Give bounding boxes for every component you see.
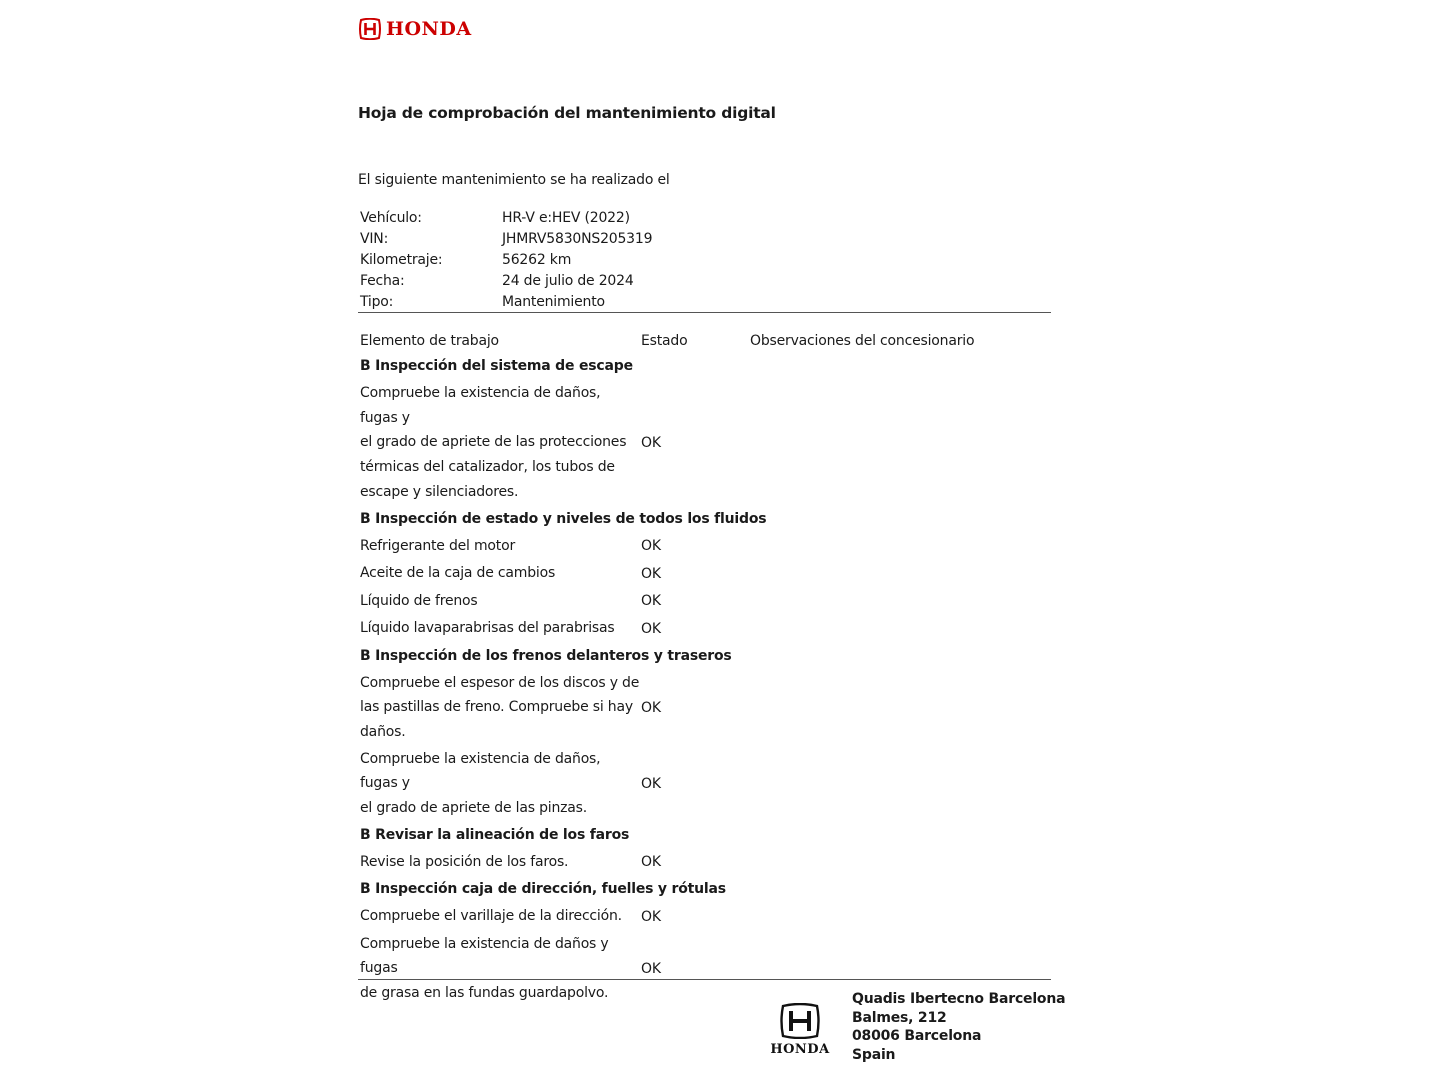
status-value: OK	[641, 434, 661, 451]
work-item-line: Compruebe la existencia de daños, fugas y	[360, 385, 601, 426]
header-dealer-notes: Observaciones del concesionario	[750, 333, 975, 349]
work-item-line: térmicas del catalizador, los tubos de	[360, 459, 615, 476]
status-value: OK	[641, 775, 661, 792]
work-item-line: Compruebe el espesor de los discos y de	[360, 674, 640, 691]
status-value: OK	[641, 960, 661, 977]
section-title: B Revisar la alineación de los faros	[360, 826, 630, 843]
work-item-line: Compruebe el varillaje de la dirección.	[360, 908, 622, 925]
section-title: B Inspección de los frenos delanteros y traseros	[360, 647, 732, 664]
header-status: Estado	[641, 333, 688, 349]
work-item-description	[360, 850, 641, 876]
status-value: OK	[641, 620, 661, 637]
work-item-line: daños.	[360, 723, 406, 740]
section-title: B Inspección del sistema de escape	[360, 358, 633, 374]
status-value: OK	[641, 699, 661, 716]
header-work-item: Elemento de trabajo	[360, 333, 499, 349]
info-value: 56262 km	[502, 252, 572, 268]
table-body	[360, 353, 1050, 1007]
intro-text: El siguiente mantenimiento se ha realizado el	[358, 172, 670, 188]
table-row	[360, 560, 1050, 588]
work-item-description	[360, 561, 641, 587]
info-label: Vehículo:	[360, 210, 422, 226]
honda-logo	[358, 18, 472, 40]
honda-h-icon	[358, 18, 382, 40]
footer-honda-logo	[760, 1003, 840, 1057]
address-line: Quadis Ibertecno Barcelona	[852, 991, 1066, 1007]
work-item-line: Compruebe la existencia de daños, fugas y	[360, 750, 601, 792]
honda-h-icon	[778, 1003, 822, 1039]
info-value: Mantenimiento	[502, 294, 605, 310]
info-label: Tipo:	[360, 294, 394, 310]
table-row	[360, 615, 1050, 643]
work-item-description	[360, 589, 641, 615]
status-value: OK	[641, 854, 661, 871]
info-row	[360, 229, 652, 250]
table-row	[360, 380, 1050, 506]
work-item-line: Revise la posición de los faros.	[360, 853, 569, 870]
work-item-line: el grado de apriete de las pinzas.	[360, 800, 587, 817]
work-item-description	[360, 381, 641, 505]
table-row	[360, 670, 1050, 746]
info-row	[360, 250, 652, 271]
table-row	[360, 588, 1050, 616]
work-item-line: escape y silenciadores.	[360, 483, 519, 500]
address-line: 08006 Barcelona	[852, 1028, 982, 1044]
info-row	[360, 208, 652, 229]
table-row	[360, 903, 1050, 931]
table-row	[360, 533, 1050, 561]
work-item-description	[360, 904, 641, 930]
work-item-description	[360, 534, 641, 560]
info-label: VIN:	[360, 231, 389, 247]
maintenance-table	[360, 329, 1050, 1007]
work-item-line: las pastillas de freno. Compruebe si hay	[360, 699, 633, 716]
page-title: Hoja de comprobación del mantenimiento digital	[358, 104, 776, 122]
work-item-description	[360, 671, 641, 745]
status-value: OK	[641, 908, 661, 925]
footer-honda-wordmark: HONDA	[770, 1042, 830, 1057]
work-item-line: el grado de apriete de las protecciones	[360, 434, 627, 451]
info-value: JHMRV5830NS205319	[502, 231, 653, 247]
table-header	[360, 329, 1050, 353]
status-value: OK	[641, 593, 661, 610]
work-item-description	[360, 616, 641, 642]
info-label: Kilometraje:	[360, 252, 443, 268]
status-value: OK	[641, 538, 661, 555]
work-item-line: Líquido lavaparabrisas del parabrisas	[360, 620, 615, 637]
section-title: B Inspección de estado y niveles de todos los fluidos	[360, 510, 767, 527]
divider	[358, 312, 1051, 313]
work-item-line: Refrigerante del motor	[360, 537, 516, 554]
honda-wordmark: HONDA	[386, 18, 472, 40]
info-value: HR-V e:HEV (2022)	[502, 210, 630, 226]
work-item-line: de grasa en las fundas guardapolvo.	[360, 985, 609, 1002]
info-row	[360, 271, 652, 292]
work-item-line: Líquido de frenos	[360, 592, 478, 609]
work-item-description	[360, 747, 641, 821]
section-title: B Inspección caja de dirección, fuelles y rótulas	[360, 881, 726, 898]
work-item-description	[360, 932, 641, 1006]
footer-divider	[358, 979, 1051, 980]
status-value: OK	[641, 565, 661, 582]
work-item-line: Compruebe la existencia de daños y fugas	[360, 935, 609, 977]
info-value: 24 de julio de 2024	[502, 273, 634, 289]
info-row	[360, 292, 652, 313]
dealer-address	[852, 990, 1065, 1064]
table-row	[360, 849, 1050, 877]
address-line: Balmes, 212	[852, 1009, 947, 1026]
address-line: Spain	[852, 1046, 896, 1063]
info-label: Fecha:	[360, 273, 405, 289]
table-row	[360, 746, 1050, 822]
work-item-line: Aceite de la caja de cambios	[360, 565, 556, 582]
vehicle-info	[360, 208, 652, 313]
